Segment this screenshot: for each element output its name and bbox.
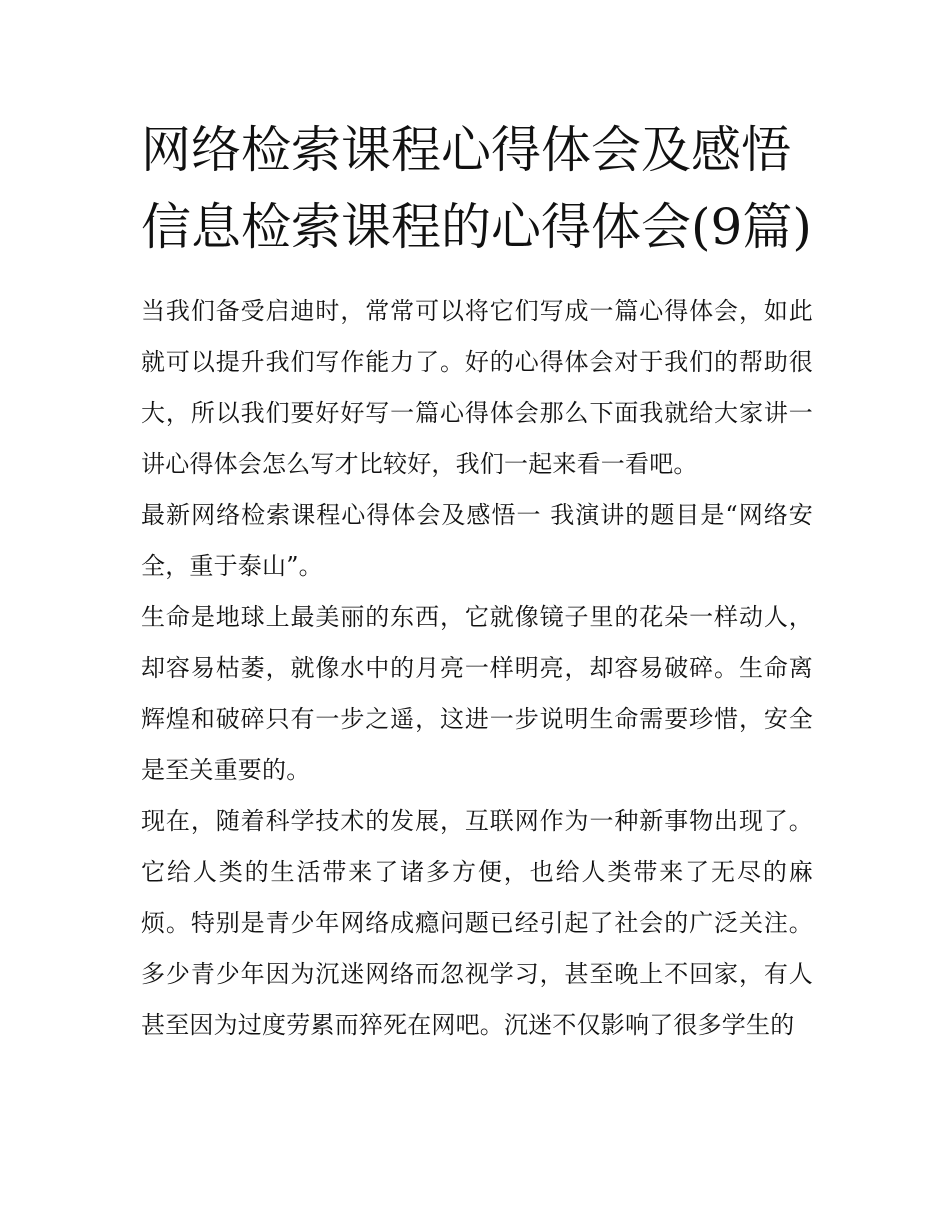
paragraph-intro: 当我们备受启迪时，常常可以将它们写成一篇心得体会，如此就可以提升我们写作能力了。好的心得体会对于我们的帮助很大，所以我们要好好写一篇心得体会那么下面我就给大家讲一讲心得体会怎么写才比较好，我们一起来看一看吧。 (141, 297, 813, 478)
paragraph-life: 生命是地球上最美丽的东西，它就像镜子里的花朵一样动人，却容易枯萎，就像水中的月亮一样明亮，却容易破碎。生命离辉煌和破碎只有一步之遥，这进一步说明生命需要珍惜，安全是至关重要的。 (141, 603, 813, 784)
document-page (141, 112, 813, 1051)
paragraph-speech-title: 最新网络检索课程心得体会及感悟一 我演讲的题目是“网络安全，重于泰山”。 (141, 501, 813, 580)
paragraph-internet: 现在，随着科学技术的发展，互联网作为一种新事物出现了。它给人类的生活带来了诸多方便，也给人类带来了无尽的麻烦。特别是青少年网络成瘾问题已经引起了社会的广泛关注。多少青少年因为沉迷网络而忽视学习，甚至晚上不回家，有人甚至因为过度劳累而猝死在网吧。沉迷不仅影响了很多学生的 (141, 807, 813, 1039)
document-body (141, 286, 813, 1051)
document-title: 网络检索课程心得体会及感悟信息检索课程的心得体会(9篇) (141, 121, 812, 256)
